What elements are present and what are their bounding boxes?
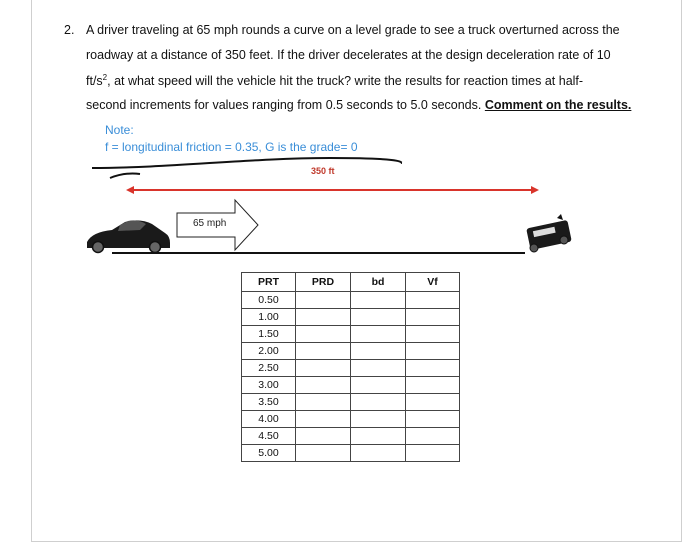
curve-road-line-lower <box>110 174 140 179</box>
comment-instruction: Comment on the results. <box>484 98 632 112</box>
header-prd: PRD <box>296 273 351 292</box>
question-line-4: second increments for values ranging from 0.5 seconds to 5.0 seconds. Comment on the results. <box>86 98 632 112</box>
table-row <box>242 411 460 428</box>
prd-cell <box>296 292 351 309</box>
table-row <box>242 394 460 411</box>
vf-cell <box>406 309 460 326</box>
question-number: 2. <box>64 23 75 37</box>
prd-cell <box>296 326 351 343</box>
prt-cell: 3.50 <box>242 394 296 411</box>
prt-cell: 1.50 <box>242 326 296 343</box>
prd-cell <box>296 377 351 394</box>
prt-cell: 5.00 <box>242 445 296 462</box>
bd-cell <box>351 411 406 428</box>
vf-cell <box>406 326 460 343</box>
table-row <box>242 292 460 309</box>
vf-cell <box>406 377 460 394</box>
vf-cell <box>406 343 460 360</box>
bd-cell <box>351 394 406 411</box>
table-row <box>242 326 460 343</box>
bd-cell <box>351 292 406 309</box>
table-row <box>242 360 460 377</box>
question-line-2: roadway at a distance of 350 feet. If the driver decelerates at the design deceleration rate of 10 <box>86 48 611 62</box>
rate-unit: $ft/s^2$, <box>86 73 111 89</box>
header-vf: Vf <box>406 273 460 292</box>
car-icon <box>87 220 170 252</box>
bd-cell <box>351 360 406 377</box>
prt-cell: 4.50 <box>242 428 296 445</box>
vf-cell <box>406 394 460 411</box>
note-text: f = longitudinal friction = 0.35, G is the grade= 0 <box>105 140 358 154</box>
bd-cell <box>351 428 406 445</box>
bd-cell <box>351 309 406 326</box>
vf-cell <box>406 292 460 309</box>
vf-cell <box>406 428 460 445</box>
table-row <box>242 343 460 360</box>
results-table <box>241 272 460 462</box>
prd-cell <box>296 394 351 411</box>
prt-cell: 0.50 <box>242 292 296 309</box>
table-header-row <box>242 273 460 292</box>
prd-cell <box>296 411 351 428</box>
table-row <box>242 445 460 462</box>
bd-cell <box>351 326 406 343</box>
speed-label: 65 mph <box>193 218 227 229</box>
prt-cell: 3.00 <box>242 377 296 394</box>
question-line-3: $ft/s^2$, at what speed will the vehicle hit the truck? write the results for reaction times at half- <box>86 73 584 89</box>
bd-cell <box>351 445 406 462</box>
prt-cell: 1.00 <box>242 309 296 326</box>
prd-cell <box>296 343 351 360</box>
header-bd: bd <box>351 273 406 292</box>
curve-road-line <box>92 158 402 168</box>
vf-cell <box>406 411 460 428</box>
bd-cell <box>351 377 406 394</box>
vf-cell <box>406 445 460 462</box>
prd-cell <box>296 309 351 326</box>
overturned-truck-icon <box>526 214 572 252</box>
vf-cell <box>406 360 460 377</box>
note-title: Note: <box>105 123 134 137</box>
prt-cell: 2.00 <box>242 343 296 360</box>
prd-cell <box>296 428 351 445</box>
table-row <box>242 309 460 326</box>
prd-cell <box>296 360 351 377</box>
table-row <box>242 377 460 394</box>
prt-cell: 2.50 <box>242 360 296 377</box>
distance-label: 350 ft <box>311 166 335 176</box>
prt-cell: 4.00 <box>242 411 296 428</box>
table-row <box>242 428 460 445</box>
bd-cell <box>351 343 406 360</box>
prd-cell <box>296 445 351 462</box>
distance-arrow <box>126 186 539 194</box>
question-line-1: A driver traveling at 65 mph rounds a curve on a level grade to see a truck overturned across the <box>86 23 620 37</box>
header-prt: PRT <box>242 273 296 292</box>
